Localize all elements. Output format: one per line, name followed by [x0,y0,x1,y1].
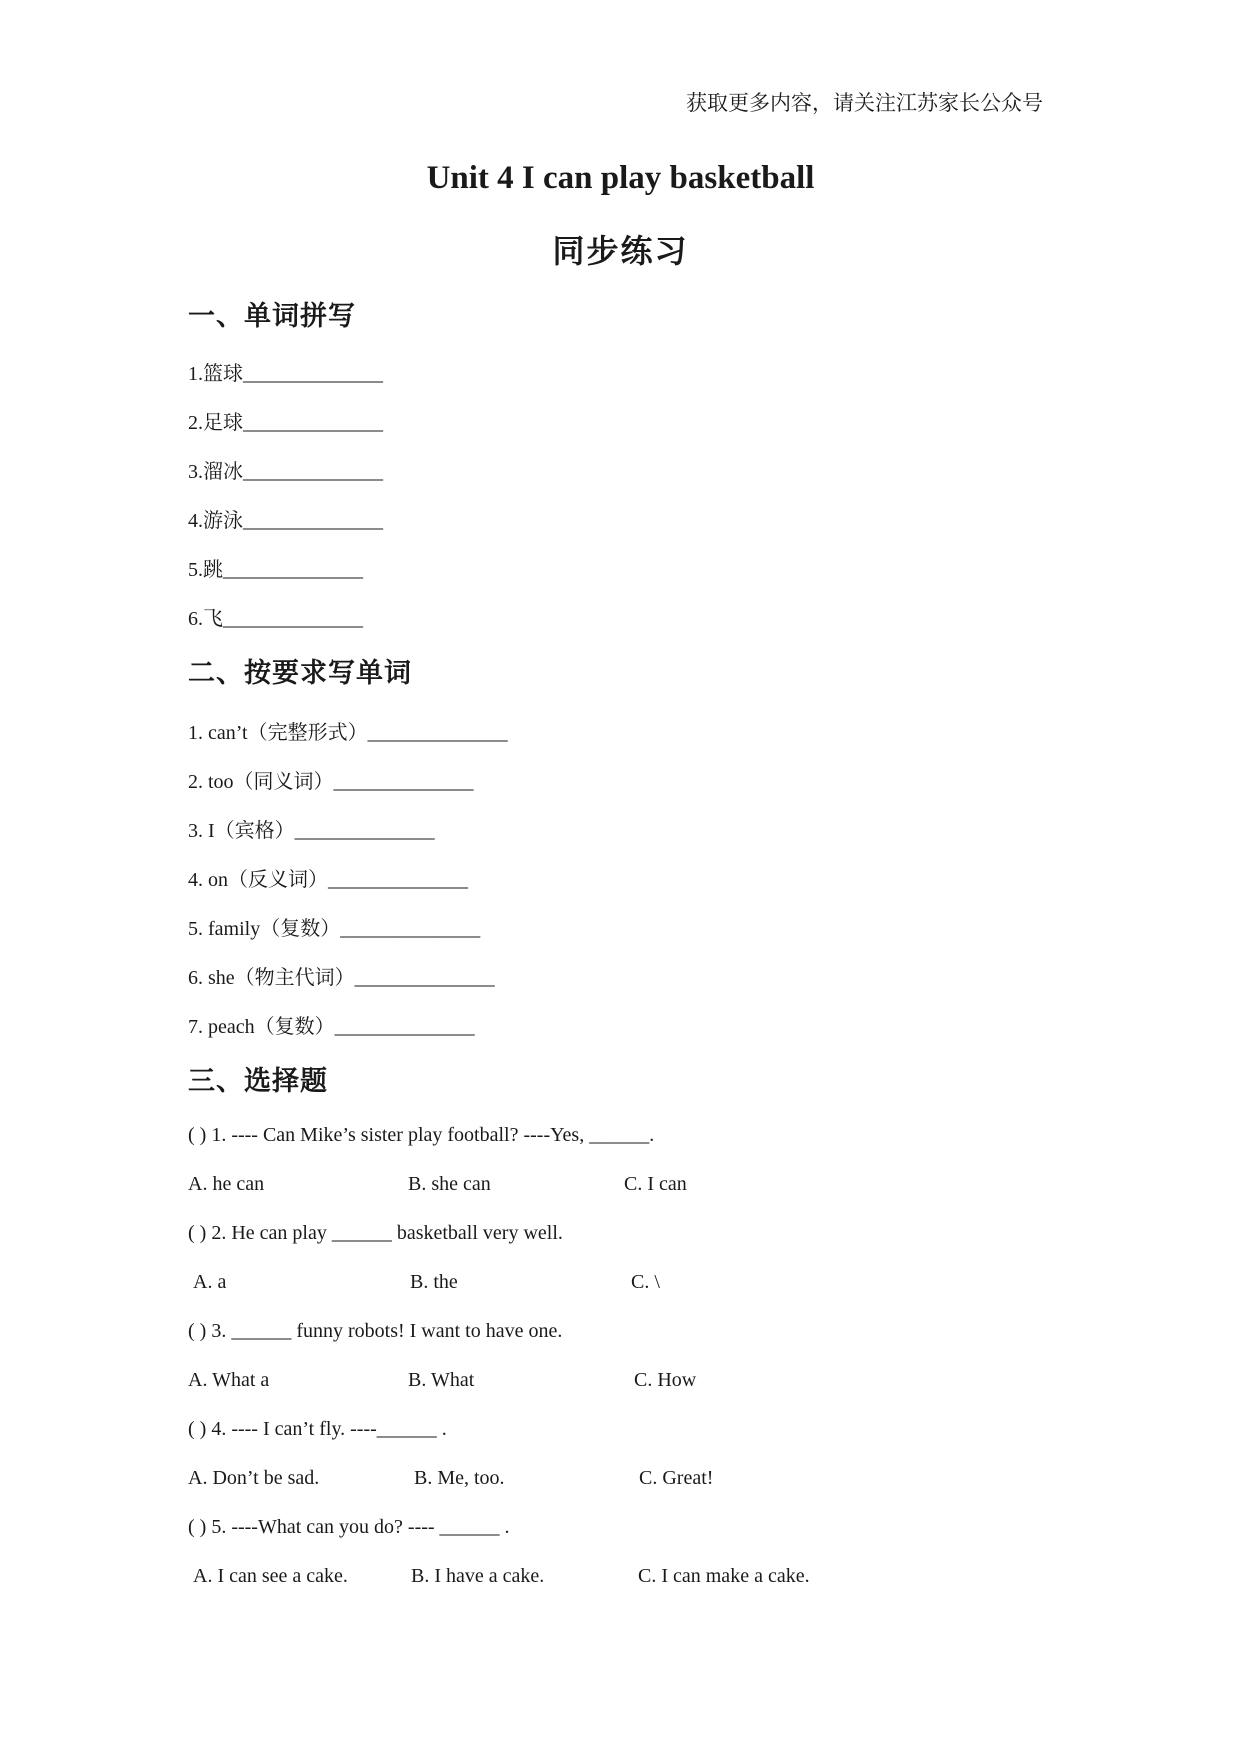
question-stem: ( ) 3. ______ funny robots! I want to have one. [188,1320,563,1342]
page-title: Unit 4 I can play basketball [426,160,815,196]
spelling-item: 3.溜冰______________ [188,461,383,483]
option-a: A. he can [188,1173,265,1195]
word-form-item: 6. she（物主代词）______________ [188,967,495,989]
spelling-item: 4.游泳______________ [188,510,383,532]
word-form-item: 7. peach（复数）______________ [188,1016,475,1038]
spelling-item: 2.足球______________ [188,412,383,434]
option-a: A. I can see a cake. [193,1565,348,1587]
spelling-item: 5.跳______________ [188,559,363,581]
option-a: A. What a [188,1369,270,1391]
word-form-item: 2. too（同义词）______________ [188,771,474,793]
option-c: C. How [634,1369,697,1391]
option-c: C. Great! [639,1467,714,1489]
option-b: B. the [410,1271,458,1293]
section-heading-word-forms: 二、按要求写单词 [188,658,412,689]
header-note: 获取更多内容，请关注江苏家长公众号 [686,91,1043,115]
word-form-item: 5. family（复数）______________ [188,918,481,940]
question-stem: ( ) 2. He can play ______ basketball very well. [188,1222,563,1244]
option-c: C. \ [631,1271,660,1293]
section-heading-spelling: 一、单词拼写 [188,301,356,332]
option-a: A. Don’t be sad. [188,1467,320,1489]
word-form-item: 3. I（宾格）______________ [188,820,435,842]
question-stem: ( ) 1. ---- Can Mike’s sister play football? ----Yes, ______. [188,1124,655,1146]
word-form-item: 4. on（反义词）______________ [188,869,468,891]
option-c: C. I can [624,1173,687,1195]
spelling-item: 1.篮球______________ [188,363,383,385]
section-heading-multiple-choice: 三、选择题 [188,1066,328,1097]
option-b: B. What [408,1369,475,1391]
option-a: A. a [193,1271,227,1293]
option-b: B. Me, too. [414,1467,505,1489]
option-c: C. I can make a cake. [638,1565,810,1587]
option-b: B. she can [408,1173,491,1195]
spelling-item: 6.飞______________ [188,608,363,630]
question-stem: ( ) 4. ---- I can’t fly. ----______ . [188,1418,447,1440]
option-b: B. I have a cake. [411,1565,545,1587]
question-stem: ( ) 5. ----What can you do? ---- ______ . [188,1516,510,1538]
word-form-item: 1. can’t（完整形式）______________ [188,722,508,744]
page-subtitle: 同步练习 [552,232,689,270]
